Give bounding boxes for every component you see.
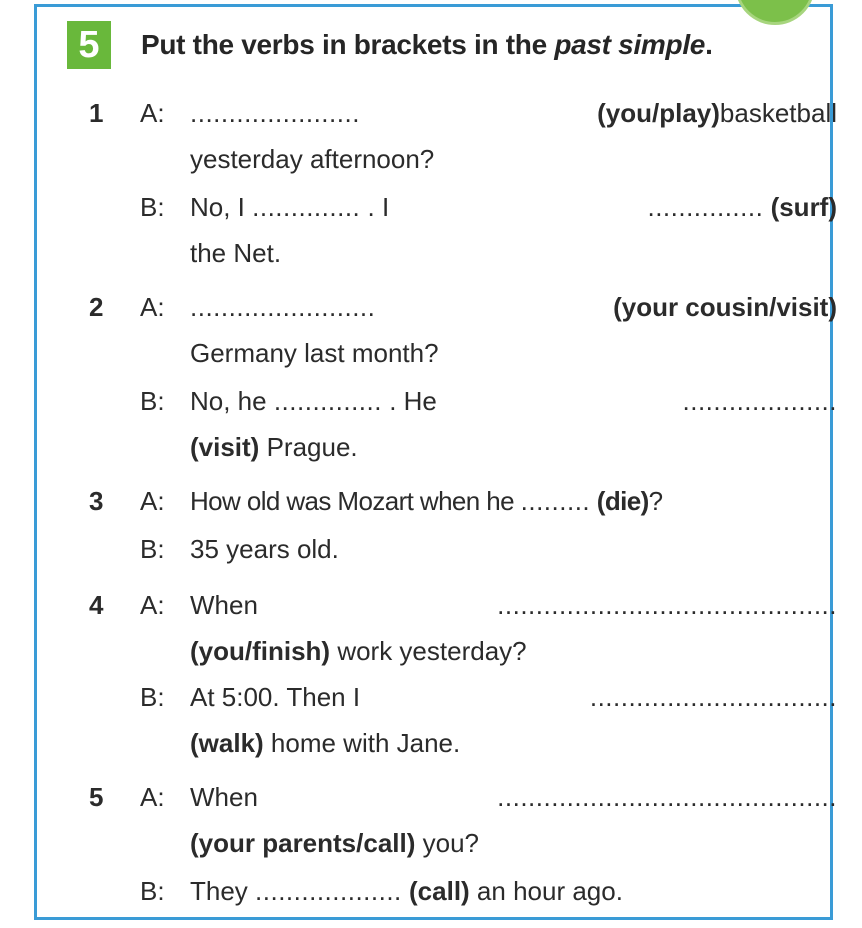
item-number: 2: [89, 292, 104, 322]
speaker-label: B:: [140, 386, 165, 416]
answer-blank[interactable]: ...............: [647, 192, 764, 222]
item-5-a-line-1: 5 A: When ............................................: [37, 777, 837, 817]
speaker-label: B:: [140, 192, 165, 222]
answer-blank[interactable]: ................................: [589, 682, 837, 712]
speaker-label: A:: [140, 590, 165, 620]
item-number: 4: [89, 590, 104, 620]
answer-blank[interactable]: .........: [520, 486, 591, 516]
item-5-a-line-2: (your parents/call) you?: [190, 828, 480, 858]
corner-tab-decoration: [735, 0, 815, 25]
exercise-number-badge: 5: [67, 21, 111, 69]
item-3-a-line-1: 3 A: How old was Mozart when he ......... (die) ?: [37, 481, 837, 521]
item-number: 1: [89, 98, 104, 128]
speaker-label: A:: [140, 782, 165, 812]
verb-cue: (surf): [770, 192, 837, 222]
answer-blank[interactable]: ..............: [252, 192, 361, 222]
speaker-label: A:: [140, 98, 165, 128]
verb-cue: (walk): [190, 728, 264, 758]
verb-cue: (you/finish): [190, 636, 331, 666]
answer-blank[interactable]: ...................: [255, 876, 402, 906]
answer-blank[interactable]: ......................: [190, 98, 360, 128]
item-number: 5: [89, 782, 104, 812]
answer-blank[interactable]: ....................: [682, 386, 837, 416]
speaker-label: A:: [140, 486, 165, 516]
item-5-b-line-1: B: They ................... (call) an hour ago.: [37, 871, 837, 911]
item-2-a-line-1: [37, 287, 837, 327]
item-1-a-line-1: 1 A: ...................... (you/play) basketball: [37, 93, 837, 133]
item-4-a-line-2: (you/finish) work yesterday?: [190, 636, 527, 666]
item-1-a-line-2: yesterday afternoon?: [190, 144, 435, 174]
speaker-label: B:: [140, 534, 165, 564]
item-2-b-line-2: (visit) Prague.: [190, 432, 358, 462]
verb-cue: (you/play): [597, 98, 720, 128]
item-4-b-line-1: B: At 5:00. Then I ................................: [37, 677, 837, 717]
item-2-b-line-1: B: No, he .............. . He ....................: [37, 381, 837, 421]
verb-cue: (call): [409, 876, 470, 906]
answer-blank[interactable]: ............................................: [497, 782, 837, 812]
speaker-label: A:: [140, 292, 165, 322]
item-1-b-line-1: B: No, I .............. . I ............... (surf): [37, 187, 837, 227]
speaker-label: B:: [140, 682, 165, 712]
item-4-a-line-1: 4 A: When ............................................: [37, 585, 837, 625]
item-2-a-line-2: Germany last month?: [190, 338, 439, 368]
answer-blank[interactable]: ............................................: [497, 590, 837, 620]
answer-blank[interactable]: ..............: [273, 386, 382, 416]
exercise-frame: [34, 4, 837, 920]
verb-cue: (visit): [190, 432, 260, 462]
item-1-b-line-2: the Net.: [190, 238, 282, 268]
instruction-emphasis: past simple: [554, 29, 706, 60]
exercise-instruction: Put the verbs in brackets in the past simple.: [141, 29, 713, 60]
speaker-label: B:: [140, 876, 165, 906]
item-number: 3: [89, 486, 104, 516]
verb-cue: (your cousin/visit): [613, 292, 837, 322]
verb-cue: (die): [596, 486, 649, 516]
answer-blank[interactable]: ........................: [190, 292, 376, 322]
item-4-b-line-2: (walk) home with Jane.: [190, 728, 461, 758]
item-3-b-line-1: B: 35 years old.: [37, 529, 837, 569]
verb-cue: (your parents/call): [190, 828, 416, 858]
